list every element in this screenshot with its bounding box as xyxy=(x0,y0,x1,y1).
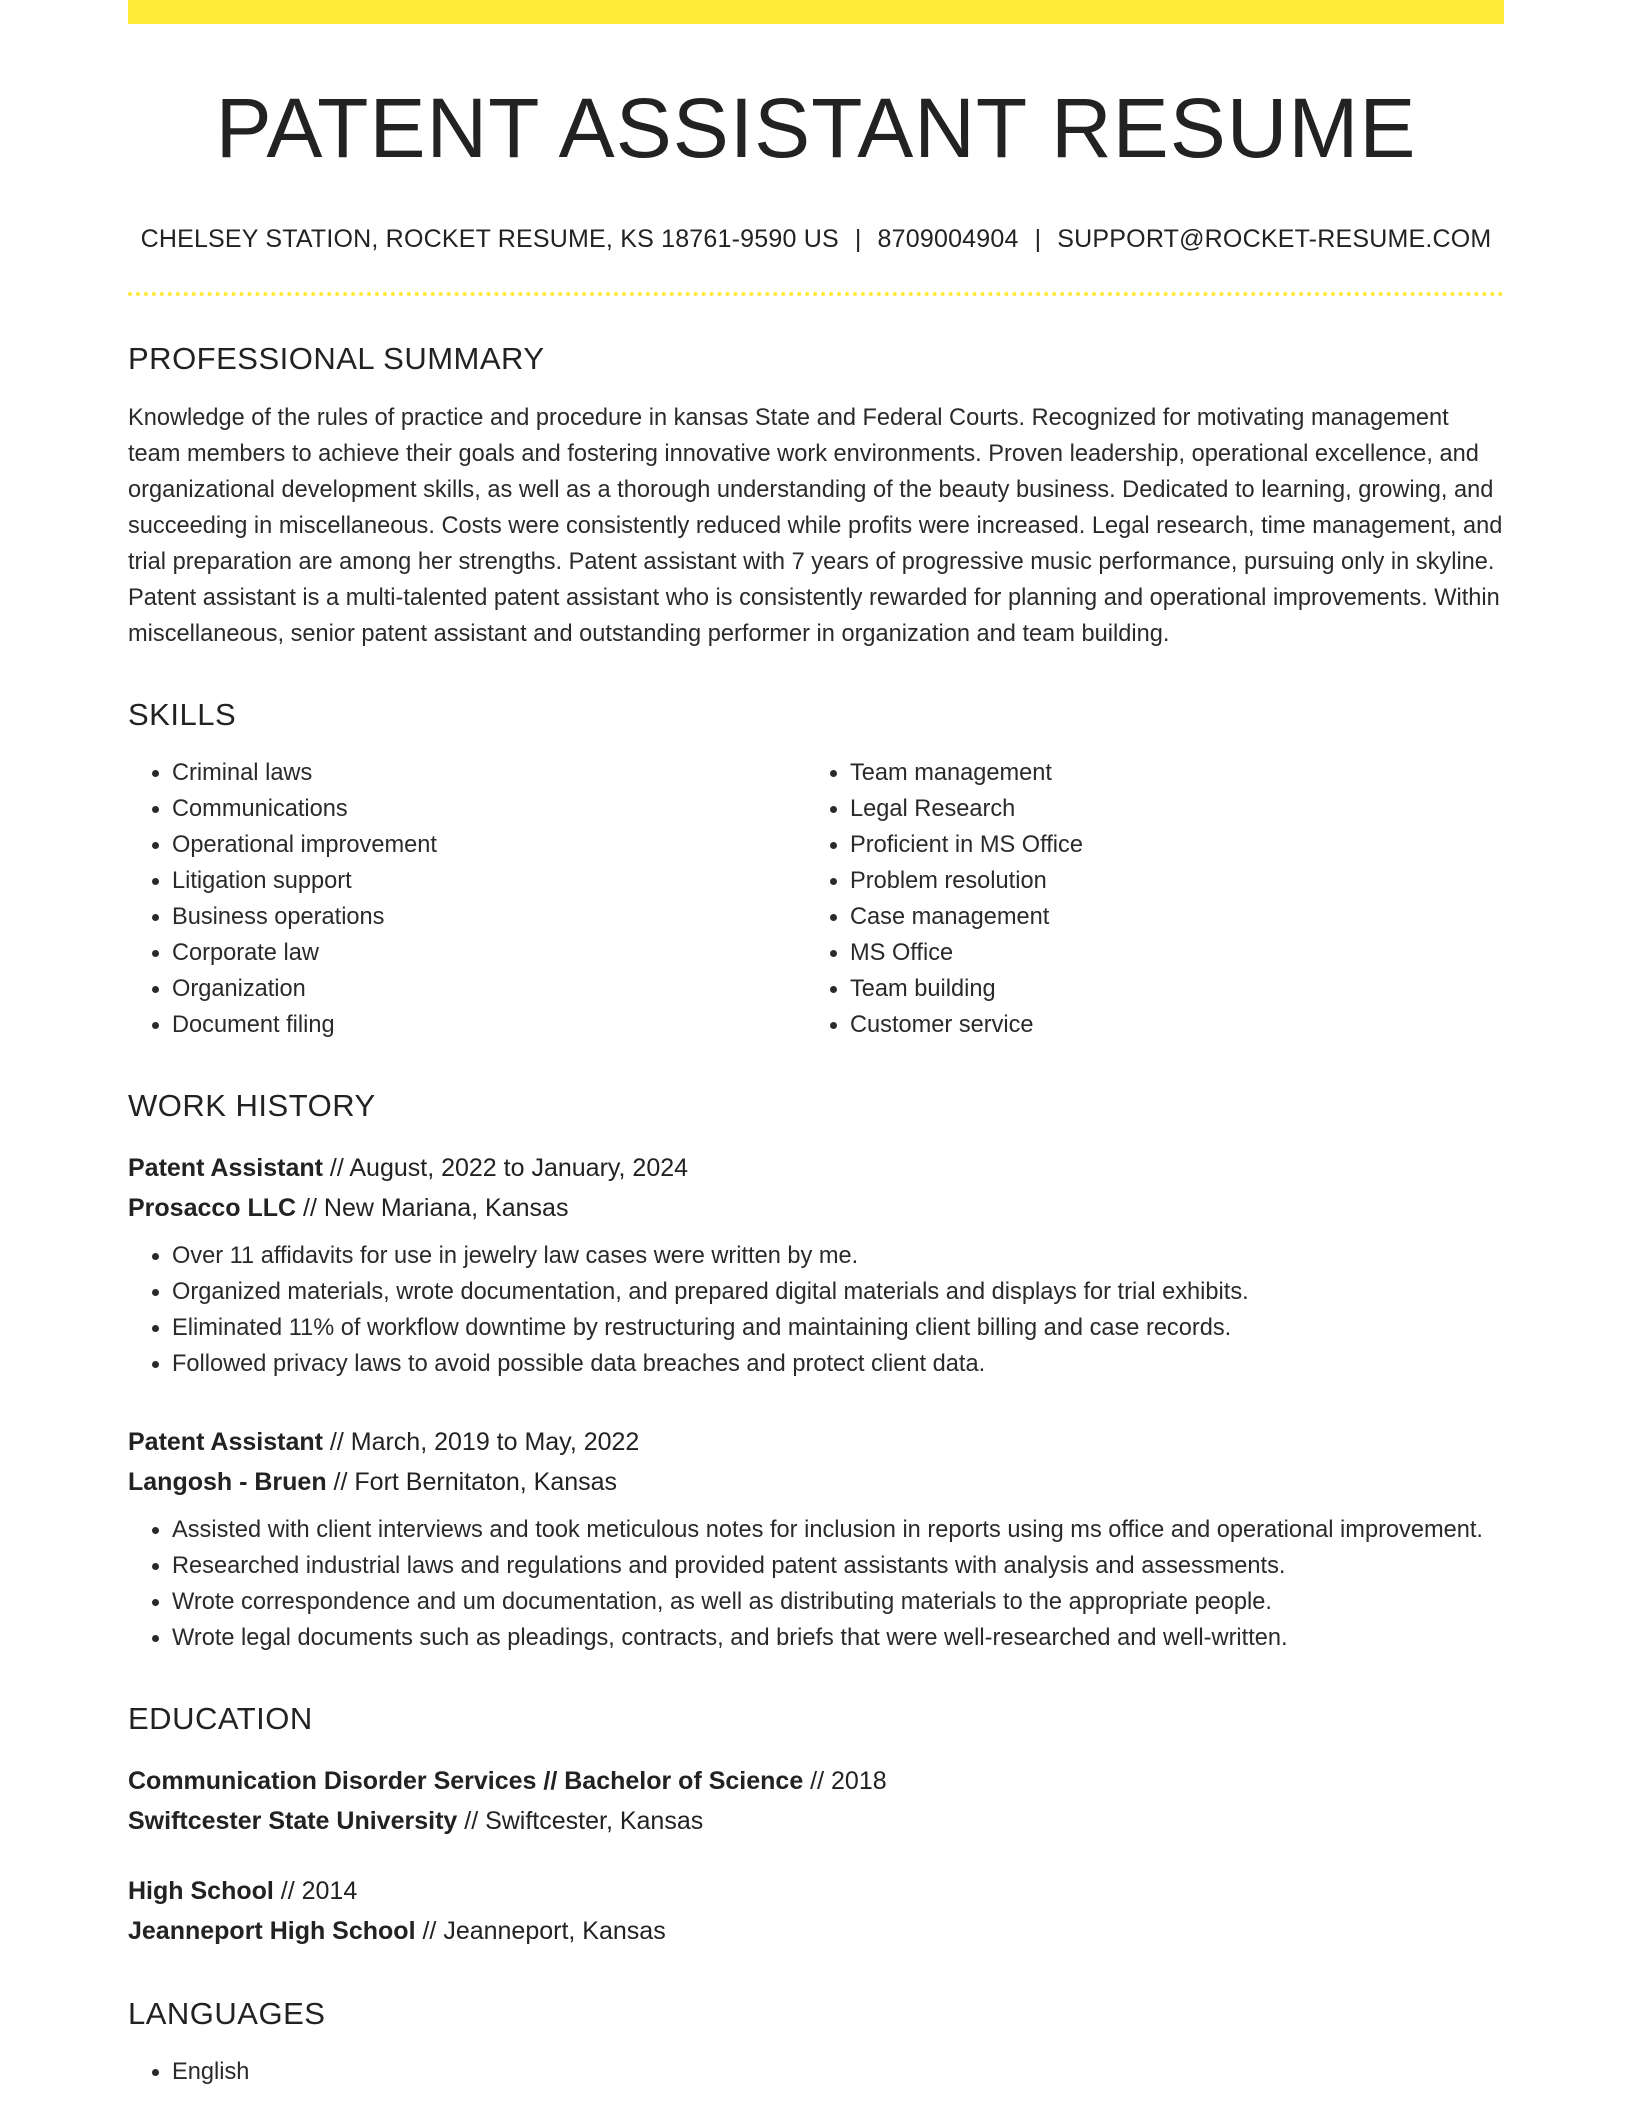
education-year: // 2018 xyxy=(803,1767,887,1796)
job-entry xyxy=(128,1148,1504,1382)
education-degree: Communication Disorder Services // Bachelor of Science xyxy=(128,1767,804,1796)
accent-bar xyxy=(128,0,1504,24)
skill-item: • Organization xyxy=(172,971,806,1007)
skill-item: • Customer service xyxy=(850,1007,1484,1043)
resume-page xyxy=(128,0,1504,2090)
education-degree-line xyxy=(128,1761,1504,1801)
education-entry xyxy=(128,1761,1504,1841)
skill-item: • Corporate law xyxy=(172,935,806,971)
skill-item: • Proficient in MS Office xyxy=(850,827,1484,863)
education-school: Swiftcester State University xyxy=(128,1807,458,1836)
job-entry xyxy=(128,1422,1504,1656)
skill-item: • Case management xyxy=(850,899,1484,935)
job-bullet: • Organized materials, wrote documentation, and prepared digital materials and displays for trial exhibits. xyxy=(172,1274,1504,1310)
education-school-line xyxy=(128,1911,1504,1951)
skill-item: • Problem resolution xyxy=(850,863,1484,899)
education-degree: High School xyxy=(128,1877,274,1906)
skill-item: • Business operations xyxy=(172,899,806,935)
resume-title: PATENT ASSISTANT RESUME xyxy=(215,81,1417,175)
job-bullet: • Over 11 affidavits for use in jewelry law cases were written by me. xyxy=(172,1238,1504,1274)
skill-item: • Team management xyxy=(850,755,1484,791)
skill-item: • Team building xyxy=(850,971,1484,1007)
job-bullet: • Wrote legal documents such as pleadings, contracts, and briefs that were well-researched and well-written. xyxy=(172,1620,1504,1656)
skills-list xyxy=(128,755,1504,1043)
job-company-line xyxy=(128,1188,1504,1228)
job-title: Patent Assistant xyxy=(128,1427,323,1456)
header-divider xyxy=(128,292,1504,296)
language-item: • English xyxy=(172,2054,1504,2090)
skill-item: • Operational improvement xyxy=(172,827,806,863)
job-bullet: • Wrote correspondence and um documentation, as well as distributing materials to the appropriate people. xyxy=(172,1584,1504,1620)
education-location: // Swiftcester, Kansas xyxy=(457,1807,704,1836)
contact-separator: | xyxy=(1034,225,1042,254)
job-bullet: • Eliminated 11% of workflow downtime by restructuring and maintaining client billing and case records. xyxy=(172,1310,1504,1346)
skill-item: • Legal Research xyxy=(850,791,1484,827)
contact-separator: | xyxy=(854,225,862,254)
languages-heading: LANGUAGES xyxy=(128,1996,326,2032)
contact-phone[interactable]: 8709004904 xyxy=(877,225,1019,254)
skill-item: • MS Office xyxy=(850,935,1484,971)
skill-item: • Litigation support xyxy=(172,863,806,899)
summary-text: Knowledge of the rules of practice and procedure in kansas State and Federal Courts. Recognized for motivating management team members to achieve their goals and fostering innovative work environments. Proven leadership, operational excellence, and organizational development skills, as well as a thorough understanding of the beauty business. Dedicated to learning, growing, and succeeding in miscellaneous. Costs were consistently reduced while profits were increased. Legal research, time management, and trial preparation are among her strengths. Patent assistant with 7 years of progressive music performance, pursuing only in skyline. Patent assistant is a multi-talented patent assistant who is consistently rewarded for planning and operational improvements. Within miscellaneous, senior patent assistant and outstanding performer in organization and team building. xyxy=(128,404,1503,647)
job-bullet: • Followed privacy laws to avoid possible data breaches and protect client data. xyxy=(172,1346,1504,1382)
job-location: // New Mariana, Kansas xyxy=(296,1193,569,1222)
education-heading: EDUCATION xyxy=(128,1700,313,1736)
summary-heading: PROFESSIONAL SUMMARY xyxy=(128,341,545,377)
education-year: // 2014 xyxy=(273,1877,358,1906)
job-title-line xyxy=(128,1148,1504,1188)
education-school-line xyxy=(128,1801,1504,1841)
skills-column-left xyxy=(128,755,806,1043)
education-degree-line xyxy=(128,1871,1504,1911)
job-bullets xyxy=(128,1238,1504,1382)
job-company: Langosh - Bruen xyxy=(128,1467,327,1496)
job-bullet: • Assisted with client interviews and took meticulous notes for inclusion in reports using ms office and operational improvement. xyxy=(172,1512,1504,1548)
job-dates: // August, 2022 to January, 2024 xyxy=(322,1153,689,1182)
job-company: Prosacco LLC xyxy=(128,1193,297,1222)
languages-list xyxy=(128,2054,1504,2090)
skill-item: • Document filing xyxy=(172,1007,806,1043)
job-dates: // March, 2019 to May, 2022 xyxy=(322,1427,640,1456)
contact-line xyxy=(128,224,1504,254)
languages-items xyxy=(128,2054,1504,2090)
job-company-line xyxy=(128,1462,1504,1502)
job-bullet: • Researched industrial laws and regulations and provided patent assistants with analysis and assessments. xyxy=(172,1548,1504,1584)
job-location: // Fort Bernitaton, Kansas xyxy=(326,1467,618,1496)
contact-address: CHELSEY STATION, ROCKET RESUME, KS 18761-9590 US xyxy=(140,225,839,254)
skill-item: • Communications xyxy=(172,791,806,827)
contact-email[interactable]: SUPPORT@ROCKET-RESUME.COM xyxy=(1057,225,1492,254)
skills-column-right xyxy=(806,755,1484,1043)
work-history-heading: WORK HISTORY xyxy=(128,1087,376,1123)
education-school: Jeanneport High School xyxy=(128,1917,416,1946)
skills-heading: SKILLS xyxy=(128,696,237,732)
job-title: Patent Assistant xyxy=(128,1153,323,1182)
skill-item: • Criminal laws xyxy=(172,755,806,791)
education-entry xyxy=(128,1871,1504,1951)
education-location: // Jeanneport, Kansas xyxy=(415,1917,666,1946)
job-bullets xyxy=(128,1512,1504,1656)
job-title-line xyxy=(128,1422,1504,1462)
